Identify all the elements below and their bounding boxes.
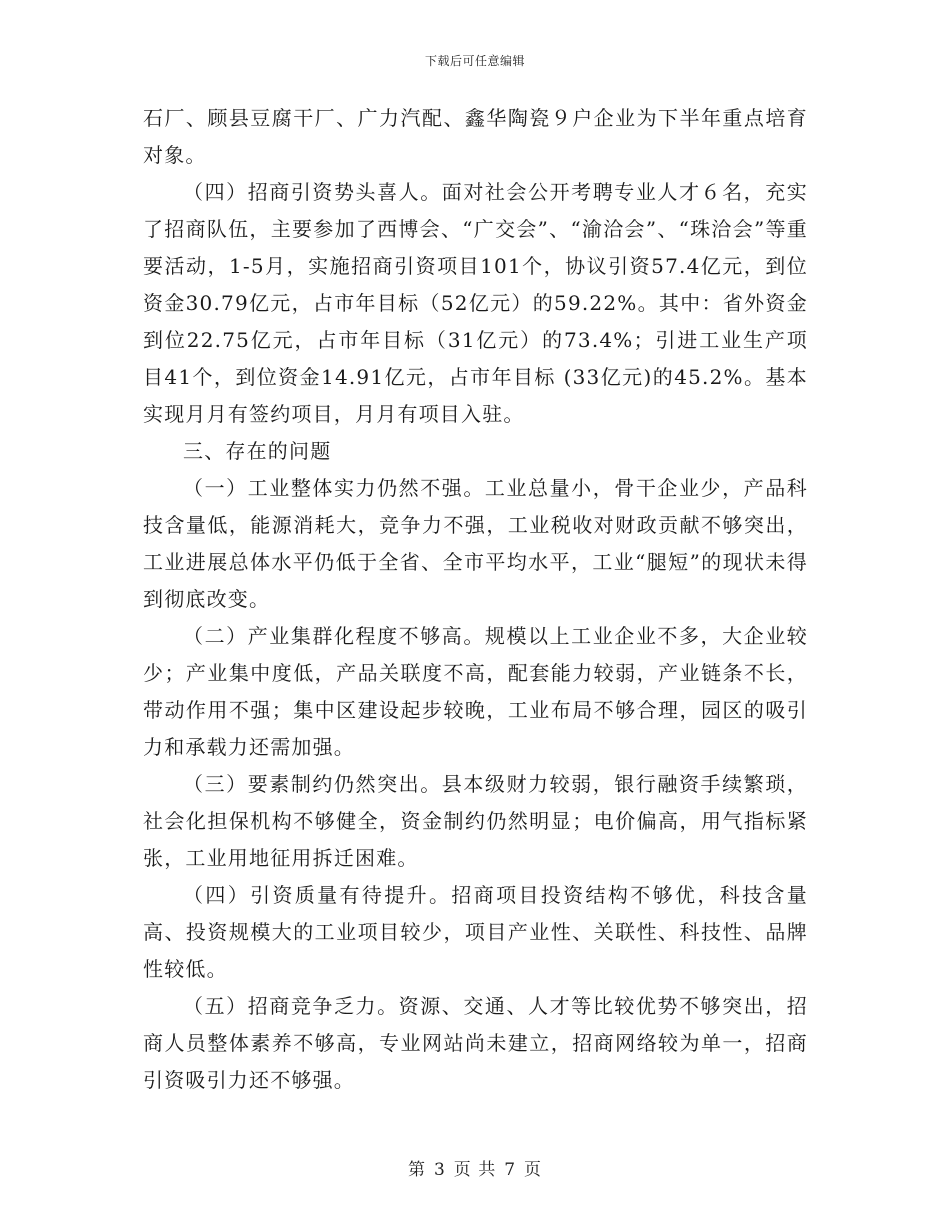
footer-prefix: 第	[407, 1160, 426, 1180]
paragraph-continuation: 石厂、顾县豆腐干厂、广力汽配、鑫华陶瓷９户企业为下半年重点培育对象。	[143, 106, 808, 167]
footer-total-pages: 7	[504, 1160, 517, 1180]
section-heading-problems: 三、存在的问题	[183, 439, 332, 463]
paragraph-problem-2: （二）产业集群化程度不够高。规模以上工业企业不多，大企业较少；产业集中度低，产品关联度不高，配套能力较弱，产业链条不长，带动作用不强；集中区建设起步较晚，工业布局不够合理，园区的吸引力和承载力还需加强。	[143, 624, 808, 759]
paragraph-problem-1: （一）工业整体实力仍然不强。工业总量小，骨干企业少，产品科技含量低，能源消耗大，竞争力不强，工业税收对财政贡献不够突出，工业进展总体水平仍低于全省、全市平均水平，工业“腿短”的现状未得到彻底改变。	[143, 476, 808, 611]
paragraph-investment: （四）招商引资势头喜人。面对社会公开考聘专业人才６名，充实了招商队伍，主要参加了西博会、“广交会”、“渝洽会”、“珠洽会”等重要活动，1-5月，实施招商引资项目101个，协议引资57.4亿元，到位资金30.79亿元，占市年目标（52亿元）的59.22%。其中：省外资金到位22.75亿元，占市年目标（31亿元）的73.4%；引进工业生产项目41个，到位资金14.91亿元，占市年目标 (33亿元)的45.2%。基本实现月月有签约项目，月月有项目入驻。	[143, 180, 808, 426]
page-number-footer	[0, 1155, 950, 1180]
page-header-note: 下载后可任意编辑	[424, 54, 525, 68]
paragraph-problem-5: （五）招商竞争乏力。资源、交通、人才等比较优势不够突出，招商人员整体素养不够高，专业网站尚未建立，招商网络较为单一，招商引资吸引力还不够强。	[143, 994, 808, 1092]
footer-current-page: 3	[433, 1160, 446, 1180]
footer-suffix: 页	[524, 1160, 543, 1180]
document-body	[143, 100, 808, 1099]
paragraph-problem-4: （四）引资质量有待提升。招商项目投资结构不够优，科技含量高、投资规模大的工业项目较少，项目产业性、关联性、科技性、品牌性较低。	[143, 883, 808, 981]
footer-middle: 页 共	[453, 1160, 497, 1180]
paragraph-problem-3: （三）要素制约仍然突出。县本级财力较弱，银行融资手续繁琐，社会化担保机构不够健全，资金制约仍然明显；电价偏高，用气指标紧张，工业用地征用拆迁困难。	[143, 772, 808, 870]
